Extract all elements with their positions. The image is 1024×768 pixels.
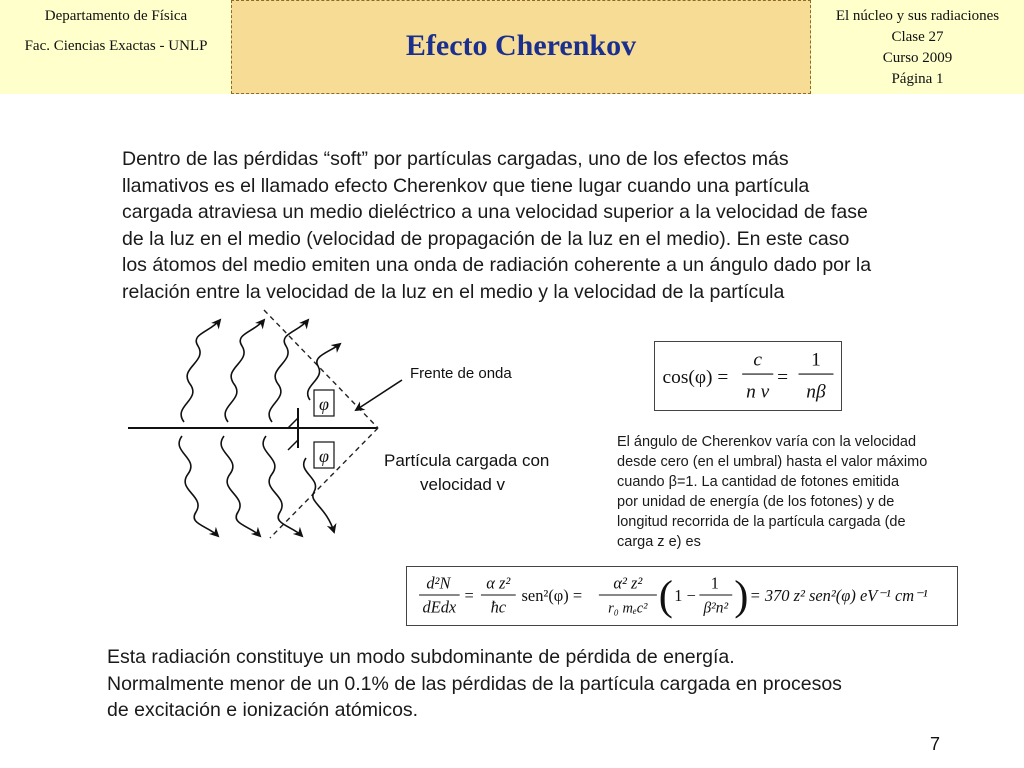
eq1-den1: n v: [746, 381, 770, 403]
eq2-t1-den: dEdx: [422, 597, 457, 617]
angle-symbol-upper: φ: [319, 394, 329, 414]
header-left-panel: [0, 0, 232, 94]
page-label: Página 1: [891, 71, 944, 87]
particle-label-line2: velocidad v: [420, 475, 506, 494]
angle-note-line: por unidad de energía (de los fotones) y de: [617, 494, 895, 510]
cherenkov-diagram: [120, 300, 600, 550]
eq1-num2: 1: [811, 349, 821, 371]
eq2-t2-den: ħc: [490, 597, 507, 617]
intro-paragraph: [122, 146, 1002, 305]
upper-wave-arrow: [181, 320, 220, 422]
eq2-t5-one: 1 −: [674, 585, 696, 605]
angle-note-line: longitud recorrida de la partícula cargada (de: [617, 514, 906, 530]
angle-note-paragraph: [617, 432, 997, 552]
lower-wave-arrow: [221, 436, 260, 536]
course-year: Curso 2009: [882, 50, 953, 66]
intro-line: relación entre la velocidad de la luz en el medio y la velocidad de la partícula: [122, 280, 785, 303]
angle-note-line: desde cero (en el umbral) hasta el valor máximo: [617, 454, 928, 470]
eq1-equals: =: [777, 366, 789, 388]
intro-line: llamativos es el llamado efecto Cherenkov que tiene lugar cuando una partícula: [122, 174, 810, 197]
conclusion-paragraph: [107, 644, 987, 724]
cherenkov-angle-equation: [654, 341, 842, 411]
conclusion-line: Esta radiación constituye un modo subdominante de pérdida de energía.: [107, 646, 735, 668]
intro-line: de la luz en el medio (velocidad de propagación de la luz en el medio). En este caso: [122, 227, 850, 250]
eq2-t4-num: α² z²: [613, 573, 643, 593]
conclusion-line: de excitación e ionización atómicos.: [107, 699, 419, 721]
eq1-den2: nβ: [806, 381, 826, 403]
faculty-name: Fac. Ciencias Exactas - UNLP: [24, 38, 208, 54]
wavefront-label: Frente de onda: [410, 365, 512, 382]
slide-number: 7: [930, 734, 941, 754]
lower-wave-arrow: [263, 436, 302, 536]
lower-wave-arrow: [179, 436, 218, 536]
eq1-lhs: cos(φ) =: [662, 366, 729, 388]
upper-wave-arrow: [269, 320, 308, 422]
eq2-t1-num: d²N: [426, 573, 451, 593]
intro-line: cargada atraviesa un medio dieléctrico a una velocidad superior a la velocidad de fase: [122, 201, 868, 223]
eq2-t3: sen²(φ) =: [521, 585, 583, 605]
eq2-equals-1: =: [464, 585, 474, 605]
eq2-t5-num: 1: [710, 573, 719, 593]
photon-yield-equation: [406, 566, 958, 626]
lower-wave-arrow: [304, 458, 334, 532]
conclusion-line: Normalmente menor de un 0.1% de las pérdidas de la partícula cargada en procesos: [107, 672, 842, 695]
class-number: Clase 27: [891, 29, 944, 45]
particle-label-line1: Partícula cargada con: [384, 451, 550, 470]
eq2-t6: = 370 z² sen²(φ) eV⁻¹ cm⁻¹: [749, 585, 928, 605]
angle-note-line: El ángulo de Cherenkov varía con la velocidad: [617, 434, 917, 450]
header-right-panel: [811, 0, 1024, 94]
eq2-t4-den: r₀ mₑc²: [608, 600, 648, 617]
angle-symbol-lower: φ: [319, 446, 329, 466]
slide-title: Efecto Cherenkov: [405, 29, 637, 62]
wavefront-pointer-arrow: [356, 380, 402, 410]
header-title-panel: [231, 0, 811, 94]
angle-note-line: carga z e) es: [617, 534, 701, 550]
department-name: Departamento de Física: [44, 8, 188, 24]
eq2-t2-num: α z²: [486, 573, 511, 593]
eq2-t5-den: β²n²: [703, 599, 729, 617]
intro-line: Dentro de las pérdidas “soft” por partículas cargadas, uno de los efectos más: [122, 148, 789, 170]
course-topic: El núcleo y sus radiaciones: [835, 8, 1000, 24]
upper-wave-arrow: [225, 320, 264, 422]
eq1-num1: c: [753, 349, 763, 371]
angle-note-line: cuando β=1. La cantidad de fotones emitida: [617, 474, 900, 490]
intro-line: los átomos del medio emiten una onda de radiación coherente a un ángulo dado por la: [122, 254, 872, 276]
eq2-left-paren: (: [658, 572, 673, 620]
eq2-right-paren: ): [734, 572, 749, 620]
